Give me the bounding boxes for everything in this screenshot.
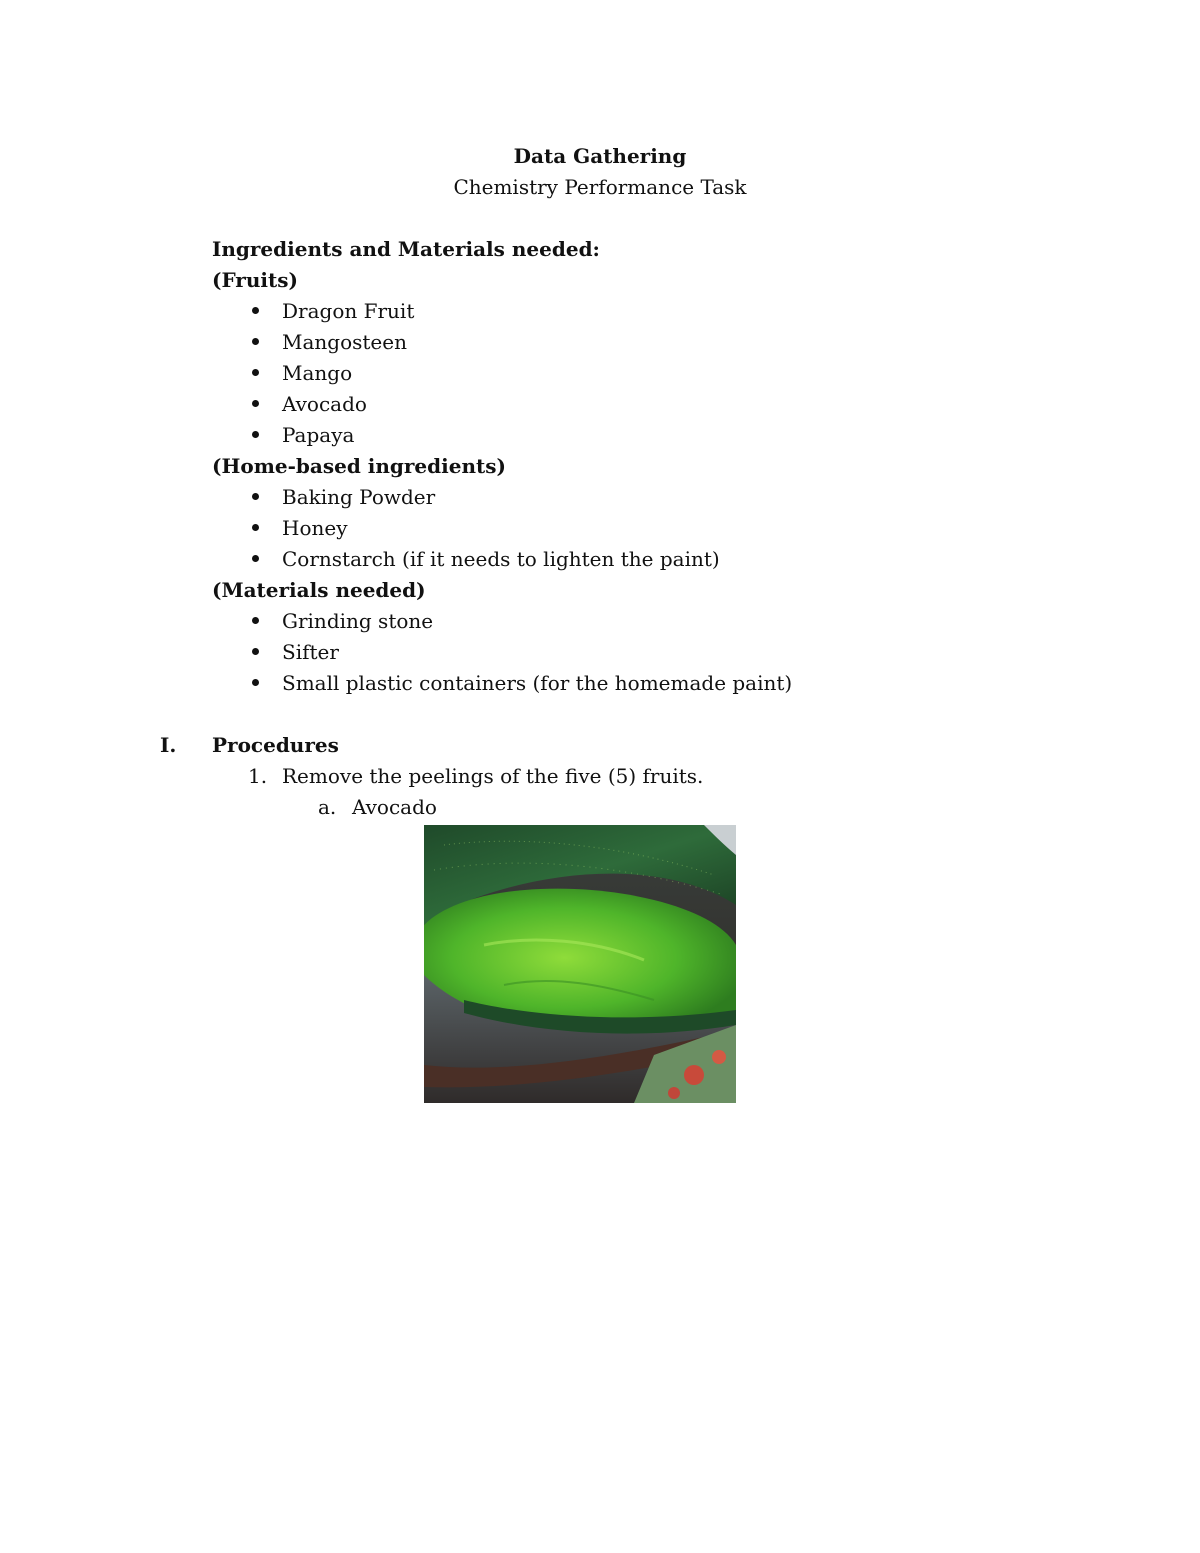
fruit-item: Papaya bbox=[282, 423, 355, 447]
list-item bbox=[248, 482, 435, 513]
document-subtitle: Chemistry Performance Task bbox=[453, 175, 747, 199]
list-item bbox=[248, 637, 339, 668]
home-ingredient-item: Honey bbox=[282, 516, 348, 540]
bullet-icon bbox=[252, 648, 259, 655]
materials-heading: (Materials needed) bbox=[212, 578, 426, 602]
list-item bbox=[248, 327, 407, 358]
material-item: Small plastic containers (for the homemade paint) bbox=[282, 671, 793, 695]
substep-letter: a. bbox=[318, 795, 337, 819]
bullet-icon bbox=[252, 524, 259, 531]
bullet-icon bbox=[252, 617, 259, 624]
bullet-icon bbox=[252, 338, 259, 345]
list-item bbox=[248, 358, 352, 389]
fruit-item: Mango bbox=[282, 361, 353, 385]
section-numeral: I. bbox=[160, 733, 177, 757]
list-item bbox=[248, 420, 354, 451]
list-item bbox=[248, 296, 414, 327]
fruit-item: Dragon Fruit bbox=[282, 299, 415, 323]
substep-text: Avocado bbox=[352, 795, 437, 819]
list-item bbox=[248, 668, 792, 699]
bullet-icon bbox=[252, 369, 259, 376]
list-item bbox=[248, 513, 348, 544]
step-text: Remove the peelings of the five (5) fruits. bbox=[282, 764, 704, 788]
ingredients-heading: Ingredients and Materials needed: bbox=[212, 237, 600, 261]
procedure-step bbox=[248, 761, 703, 792]
fruits-heading: (Fruits) bbox=[212, 268, 298, 292]
home-ingredient-item: Baking Powder bbox=[282, 485, 436, 509]
bullet-icon bbox=[252, 400, 259, 407]
material-item: Grinding stone bbox=[282, 609, 434, 633]
procedures-heading: Procedures bbox=[212, 733, 339, 757]
document-title: Data Gathering bbox=[513, 144, 687, 168]
fruit-item: Avocado bbox=[282, 392, 367, 416]
list-item bbox=[248, 544, 720, 575]
procedure-substep bbox=[318, 792, 437, 823]
step-number: 1. bbox=[248, 764, 268, 788]
fruit-item: Mangosteen bbox=[282, 330, 407, 354]
avocado-peel-photo bbox=[424, 825, 736, 1103]
bullet-icon bbox=[252, 679, 259, 686]
home-ingredient-item: Cornstarch (if it needs to lighten the paint) bbox=[282, 547, 720, 571]
bullet-icon bbox=[252, 493, 259, 500]
bullet-icon bbox=[252, 307, 259, 314]
list-item bbox=[248, 389, 367, 420]
list-item bbox=[248, 606, 433, 637]
bullet-icon bbox=[252, 431, 259, 438]
material-item: Sifter bbox=[282, 640, 339, 664]
home-ingredients-heading: (Home-based ingredients) bbox=[212, 454, 506, 478]
bullet-icon bbox=[252, 555, 259, 562]
